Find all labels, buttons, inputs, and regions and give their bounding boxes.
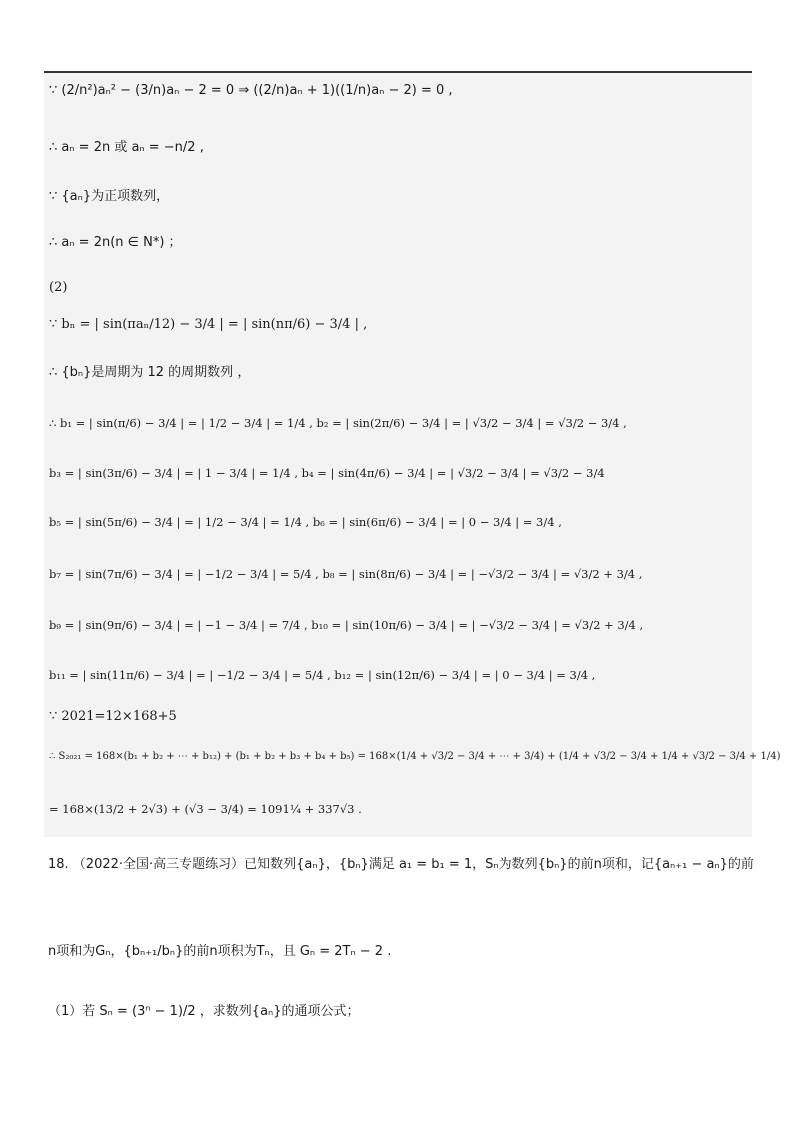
solution-line-14: ∵ 2021=12×168+5 <box>49 709 177 724</box>
solution-line-10: b₅ = | sin(5π/6) − 3/4 | = | 1/2 − 3/4 | = 1/4 , b₆ = | sin(6π/6) − 3/4 | = | 0 − 3/4 | = 3/4 , <box>49 515 562 529</box>
solution-line-2: ∴ aₙ = 2n 或 aₙ = −n/2 , <box>49 140 204 155</box>
problem18-line-3: （1）若 Sₙ = (3ⁿ − 1)/2 ，求数列{aₙ}的通项公式； <box>48 1004 360 1019</box>
solution-line-7: ∴ {bₙ}是周期为 12 的周期数列 ， <box>49 365 251 380</box>
solution-line-4: ∴ aₙ = 2n(n ∈ N*) ； <box>49 235 182 250</box>
solution-line-3: ∵ {aₙ}为正项数列， <box>49 189 170 204</box>
solution-line-1: ∵ (2/n²)aₙ² − (3/n)aₙ − 2 = 0 ⇒ ((2/n)aₙ + 1)((1/n)aₙ − 2) = 0 , <box>49 83 453 98</box>
solution-line-6: ∵ bₙ = | sin(πaₙ/12) − 3/4 | = | sin(nπ/6) − 3/4 | , <box>49 317 368 332</box>
solution-line-11: b₇ = | sin(7π/6) − 3/4 | = | −1/2 − 3/4 | = 5/4 , b₈ = | sin(8π/6) − 3/4 | = | −√3/2 − 3/4 | = √3/2 + 3/4 , <box>49 567 643 581</box>
solution-line-9: b₃ = | sin(3π/6) − 3/4 | = | 1 − 3/4 | = 1/4 , b₄ = | sin(4π/6) − 3/4 | = | √3/2 − 3/4 | = √3/2 − 3/4 <box>49 466 605 480</box>
problem18-line-1: 18. （2022·全国·高三专题练习）已知数列{aₙ}，{bₙ}满足 a₁ = b₁ = 1，Sₙ为数列{bₙ}的前n项和，记{aₙ₊₁ − aₙ}的前 <box>48 857 754 872</box>
solution-line-15: ∴ S₂₀₂₁ = 168×(b₁ + b₂ + ⋯ + b₁₂) + (b₁ + b₂ + b₃ + b₄ + b₅) = 168×(1/4 + √3/2 − 3/4 + ⋯ + 3/4) + (1/4 + √3/2 − 3/4 + 1/4 + √3/2 − 3/4 + 1/4) <box>49 751 781 762</box>
solution-line-12: b₉ = | sin(9π/6) − 3/4 | = | −1 − 3/4 | = 7/4 , b₁₀ = | sin(10π/6) − 3/4 | = | −√3/2 − 3/4 | = √3/2 + 3/4 , <box>49 618 644 632</box>
solution-line-5: (2) <box>49 280 68 295</box>
problem18-line-2: n项和为Gₙ，{bₙ₊₁/bₙ}的前n项积为Tₙ，且 Gₙ = 2Tₙ − 2 . <box>48 944 392 959</box>
solution-line-16: = 168×(13/2 + 2√3) + (√3 − 3/4) = 1091¼ + 337√3 . <box>49 802 362 816</box>
solution-line-8: ∴ b₁ = | sin(π/6) − 3/4 | = | 1/2 − 3/4 | = 1/4 , b₂ = | sin(2π/6) − 3/4 | = | √3/2 − 3/4 | = √3/2 − 3/4 , <box>49 416 627 430</box>
solution-line-13: b₁₁ = | sin(11π/6) − 3/4 | = | −1/2 − 3/4 | = 5/4 , b₁₂ = | sin(12π/6) − 3/4 | = | 0 − 3/4 | = 3/4 , <box>49 668 596 682</box>
